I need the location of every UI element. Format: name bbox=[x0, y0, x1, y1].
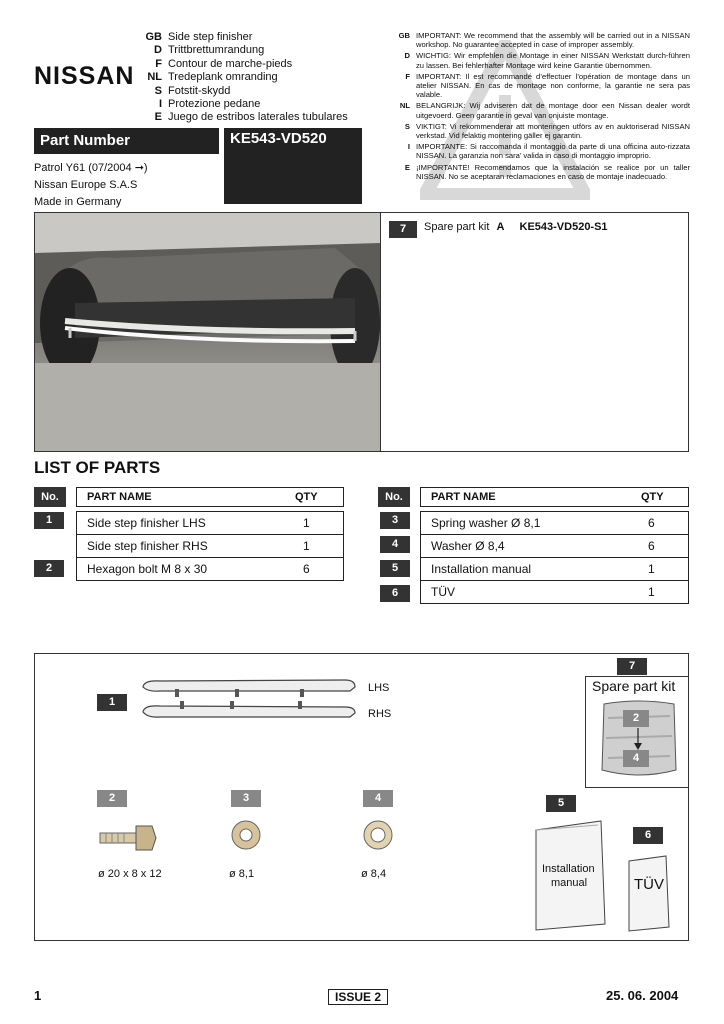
lang-row-gb bbox=[120, 31, 348, 44]
note-code: E bbox=[404, 162, 410, 172]
part-name: Side step finisher LHS bbox=[87, 516, 206, 530]
info-company: Nissan Europe S.A.S bbox=[34, 179, 138, 191]
part-no-badge: 1 bbox=[34, 512, 64, 529]
lang-text: Side step finisher bbox=[168, 31, 253, 43]
part-qty: 1 bbox=[648, 585, 655, 599]
spare-kit-label: Spare part kit bbox=[424, 221, 490, 233]
part-name: Spring washer Ø 8,1 bbox=[431, 516, 541, 530]
header-part-name: PART NAME bbox=[431, 491, 496, 503]
bolt-dimension: ø 20 x 8 x 12 bbox=[98, 868, 162, 880]
part-number-value: KE543-VD520 bbox=[224, 128, 362, 204]
side-step-rails-illustration bbox=[140, 675, 365, 730]
part-no-badge: 5 bbox=[380, 560, 410, 577]
table-header-right bbox=[420, 487, 689, 507]
diagram-badge-7: 7 bbox=[617, 658, 647, 675]
part-no-badge: 4 bbox=[380, 536, 410, 553]
manual-label-line2: manual bbox=[551, 877, 588, 889]
diagram-badge-5: 5 bbox=[546, 795, 576, 812]
row-divider bbox=[420, 580, 689, 581]
lang-text: Fotstit-skydd bbox=[168, 84, 231, 97]
info-origin: Made in Germany bbox=[34, 196, 122, 208]
row-divider bbox=[420, 557, 689, 558]
note-code: NL bbox=[399, 101, 410, 111]
header-qty: QTY bbox=[641, 491, 664, 503]
rhs-label: RHS bbox=[368, 708, 392, 720]
part-qty: 1 bbox=[648, 562, 655, 576]
lang-code: E bbox=[154, 111, 162, 124]
lang-code: F bbox=[155, 57, 162, 70]
vehicle-photo bbox=[35, 213, 380, 451]
part-name: Washer Ø 8,4 bbox=[431, 539, 505, 553]
lang-code: NL bbox=[147, 71, 162, 84]
part-no-badge: 3 bbox=[380, 512, 410, 529]
row-divider bbox=[76, 557, 344, 558]
bag-badge-2: 2 bbox=[623, 710, 649, 727]
note-text: IMPORTANT: We recommend that the assembly will be carried out in a NISSAN workshop. No guarantee accepted in case of improper assembly. bbox=[416, 31, 690, 50]
diagram-badge-4: 4 bbox=[363, 790, 393, 807]
lang-row-i bbox=[120, 98, 348, 111]
lang-text: Tredeplank omranding bbox=[168, 71, 278, 84]
part-qty: 6 bbox=[303, 562, 310, 576]
note-f bbox=[380, 72, 690, 100]
part-no-badge: 2 bbox=[34, 560, 64, 577]
note-code: F bbox=[405, 71, 410, 81]
part-no-badge: 6 bbox=[380, 585, 410, 602]
diagram-badge-1: 1 bbox=[97, 694, 127, 711]
lang-row-d bbox=[120, 44, 348, 57]
spare-kit-letter: A bbox=[496, 221, 505, 233]
part-name: Side step finisher RHS bbox=[87, 539, 208, 553]
note-text: IMPORTANT: Il est recommandé d’effectuer l’opération de montage dans un atelier NISSAN. En cas de montage non conforme, la garantie ne sera pas valable. bbox=[416, 71, 690, 100]
note-code: I bbox=[407, 142, 410, 152]
part-qty: 1 bbox=[303, 539, 310, 553]
row-divider bbox=[420, 534, 689, 535]
spare-number-badge: 7 bbox=[389, 221, 417, 238]
part-name: Installation manual bbox=[431, 562, 532, 576]
hexagon-bolt-icon bbox=[98, 822, 158, 854]
part-name: Hexagon bolt M 8 x 30 bbox=[87, 562, 208, 576]
lang-row-f bbox=[120, 58, 348, 71]
diagram-badge-2: 2 bbox=[97, 790, 127, 807]
photo-divider bbox=[380, 212, 381, 452]
issue-date: 25. 06. 2004 bbox=[606, 988, 679, 1003]
part-qty: 6 bbox=[648, 516, 655, 530]
tuv-label: TÜV bbox=[634, 876, 664, 893]
lang-text: Trittbrettumrandung bbox=[168, 44, 265, 57]
vehicle-info bbox=[34, 160, 148, 211]
note-text: ¡IMPORTANTE! Recomendamos que la instalación se realice por un taller NISSAN. No se aceptaran reclamaciones en caso de montaje inadecuado. bbox=[416, 162, 690, 181]
lang-code: S bbox=[154, 84, 162, 97]
note-code: D bbox=[404, 51, 410, 61]
lang-text: Contour de marche-pieds bbox=[168, 57, 293, 70]
language-titles bbox=[120, 31, 348, 125]
part-qty: 6 bbox=[648, 539, 655, 553]
note-e bbox=[380, 163, 690, 181]
note-code: S bbox=[404, 121, 410, 131]
page-number: 1 bbox=[34, 988, 42, 1003]
note-nl bbox=[380, 101, 690, 119]
lang-text: Juego de estribos laterales tubulares bbox=[168, 111, 348, 124]
part-name: TÜV bbox=[431, 585, 455, 599]
part-number-label: Part Number bbox=[34, 128, 219, 154]
tuv-document-icon bbox=[626, 853, 672, 933]
spare-kit-heading bbox=[424, 221, 608, 233]
note-i bbox=[380, 142, 690, 160]
bag-badge-4: 4 bbox=[623, 750, 649, 767]
lang-code: D bbox=[154, 44, 162, 57]
header-part-name: PART NAME bbox=[87, 491, 152, 503]
diagram-badge-6: 6 bbox=[633, 827, 663, 844]
info-model: Patrol Y61 (07/2004 ➞) bbox=[34, 162, 148, 174]
note-gb bbox=[380, 31, 690, 49]
manual-label-line1: Installation bbox=[542, 863, 595, 875]
header-qty: QTY bbox=[295, 491, 318, 503]
note-text: VIKTIGT: Vi rekommenderar att monteringen utförs av en auktoriserad NISSAN verkstad. Vid felaktig montering gäller ej garantin. bbox=[416, 121, 690, 141]
important-notes bbox=[380, 31, 690, 183]
note-text: BELANGRIJK: Wij adviseren dat de montage door een Nissan dealer wordt uitgevoerd. Geen garantie in geval van onjuiste montage. bbox=[416, 101, 690, 120]
lang-row-e bbox=[120, 111, 348, 124]
issue-label: ISSUE 2 bbox=[328, 989, 388, 1005]
spare-kit-title: Spare part kit bbox=[592, 678, 676, 694]
diagram-badge-3: 3 bbox=[231, 790, 261, 807]
note-code: GB bbox=[398, 31, 410, 40]
part-qty: 1 bbox=[303, 516, 310, 530]
table-header-left bbox=[76, 487, 344, 507]
lang-code: GB bbox=[145, 31, 162, 43]
lhs-label: LHS bbox=[368, 682, 390, 694]
nissan-logo: NISSAN bbox=[34, 62, 135, 90]
list-of-parts-title: LIST OF PARTS bbox=[34, 458, 161, 477]
installation-manual-icon bbox=[533, 818, 609, 934]
washer-icon bbox=[361, 818, 395, 852]
spring-washer-icon bbox=[229, 818, 263, 852]
spring-washer-dimension: ø 8,1 bbox=[229, 868, 255, 880]
lang-text: Protezione pedane bbox=[168, 98, 261, 111]
table-header-no: No. bbox=[378, 487, 410, 507]
lang-row-s bbox=[120, 85, 348, 98]
note-d bbox=[380, 51, 690, 69]
washer-dimension: ø 8,4 bbox=[361, 868, 387, 880]
row-divider bbox=[76, 534, 344, 535]
table-header-no: No. bbox=[34, 487, 66, 507]
note-text: WICHTIG: Wir empfehlen die Montage in einer NISSAN Werkstatt durch-führen zu lassen. Bei fehlerhafter Montage wird keine Garantie übernommen. bbox=[416, 51, 690, 70]
note-text: IMPORTANTE: Si raccomanda il montaggio da parte di una officina auto-rizzata NISSAN. La garanzia non sara’ valida in caso di montaggio improprio. bbox=[416, 142, 690, 161]
lang-row-nl bbox=[120, 71, 348, 84]
lang-code: I bbox=[158, 98, 162, 111]
spare-kit-code: KE543-VD520-S1 bbox=[519, 221, 608, 233]
note-s bbox=[380, 122, 690, 140]
